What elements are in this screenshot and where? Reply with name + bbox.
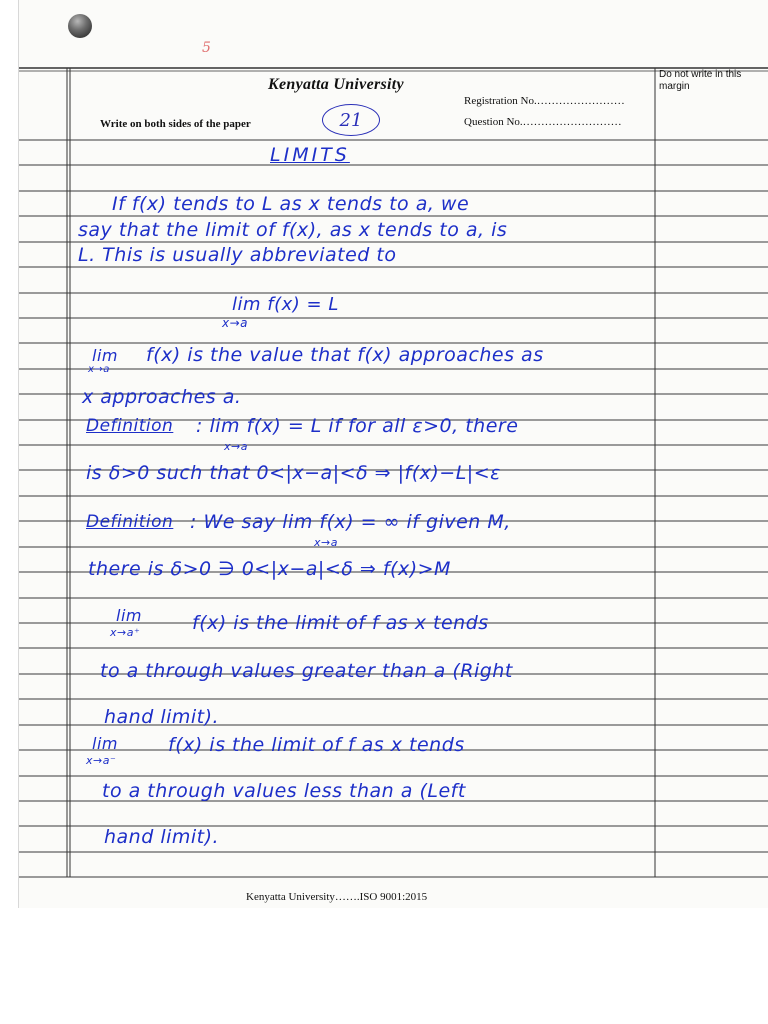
formula-lim: lim f(x) = L bbox=[232, 294, 339, 315]
right-line1: f(x) is the limit of f as x tends bbox=[192, 612, 489, 634]
right-lim-sub: x→a⁺ bbox=[110, 626, 141, 639]
left-line1: f(x) is the limit of f as x tends bbox=[168, 734, 465, 756]
pencil-mark: 5 bbox=[202, 40, 211, 56]
footer-text: Kenyatta University…….ISO 9001:2015 bbox=[246, 891, 428, 903]
def1-sub: x→a bbox=[224, 440, 248, 453]
university-name: Kenyatta University bbox=[268, 76, 404, 93]
margin-note: Do not write in this margin bbox=[659, 69, 742, 92]
page-number: 21 bbox=[322, 104, 380, 136]
notes-title: LIMITS bbox=[270, 144, 350, 166]
def2-label: Definition bbox=[86, 512, 174, 532]
para1-line3: L. This is usually abbreviated to bbox=[78, 244, 397, 266]
def1-line2: is δ>0 such that 0<|x−a|<δ ⇒ |f(x)−L|<ε bbox=[86, 462, 501, 484]
para2-lim-sub: x→a bbox=[88, 364, 110, 375]
para1-line2: say that the limit of f(x), as x tends to a, is bbox=[78, 219, 508, 241]
left-lim-sub: x→a⁻ bbox=[86, 754, 117, 767]
right-line2: to a through values greater than a (Right bbox=[100, 660, 513, 682]
right-lim: lim bbox=[116, 606, 142, 625]
def2-line2: there is δ>0 ∋ 0<|x−a|<δ ⇒ f(x)>M bbox=[88, 558, 451, 580]
ruled-lines bbox=[19, 0, 768, 908]
def2-sub: x→a bbox=[314, 536, 338, 549]
formula-lim-sub: x→a bbox=[222, 316, 249, 330]
para1-line1: If f(x) tends to L as x tends to a, we bbox=[112, 193, 470, 215]
instruction-text: Write on both sides of the paper bbox=[100, 118, 251, 130]
binder-hole bbox=[68, 14, 92, 38]
left-lim: lim bbox=[92, 734, 118, 753]
para2-line2: x approaches a. bbox=[82, 386, 242, 408]
def1-label: Definition bbox=[86, 416, 174, 436]
registration-field: Registration No.…………………… bbox=[464, 95, 625, 107]
def2-line1: : We say lim f(x) = ∞ if given M, bbox=[190, 511, 511, 533]
left-line3: hand limit). bbox=[104, 826, 220, 848]
right-line3: hand limit). bbox=[104, 706, 220, 728]
para2-line1: f(x) is the value that f(x) approaches as bbox=[146, 344, 544, 366]
def1-line1: : lim f(x) = L if for all ε>0, there bbox=[196, 415, 519, 437]
notebook-page bbox=[18, 0, 768, 908]
para2-lim: lim bbox=[92, 346, 118, 365]
left-line2: to a through values less than a (Left bbox=[102, 780, 466, 802]
question-field: Question No.……………………… bbox=[464, 116, 622, 128]
